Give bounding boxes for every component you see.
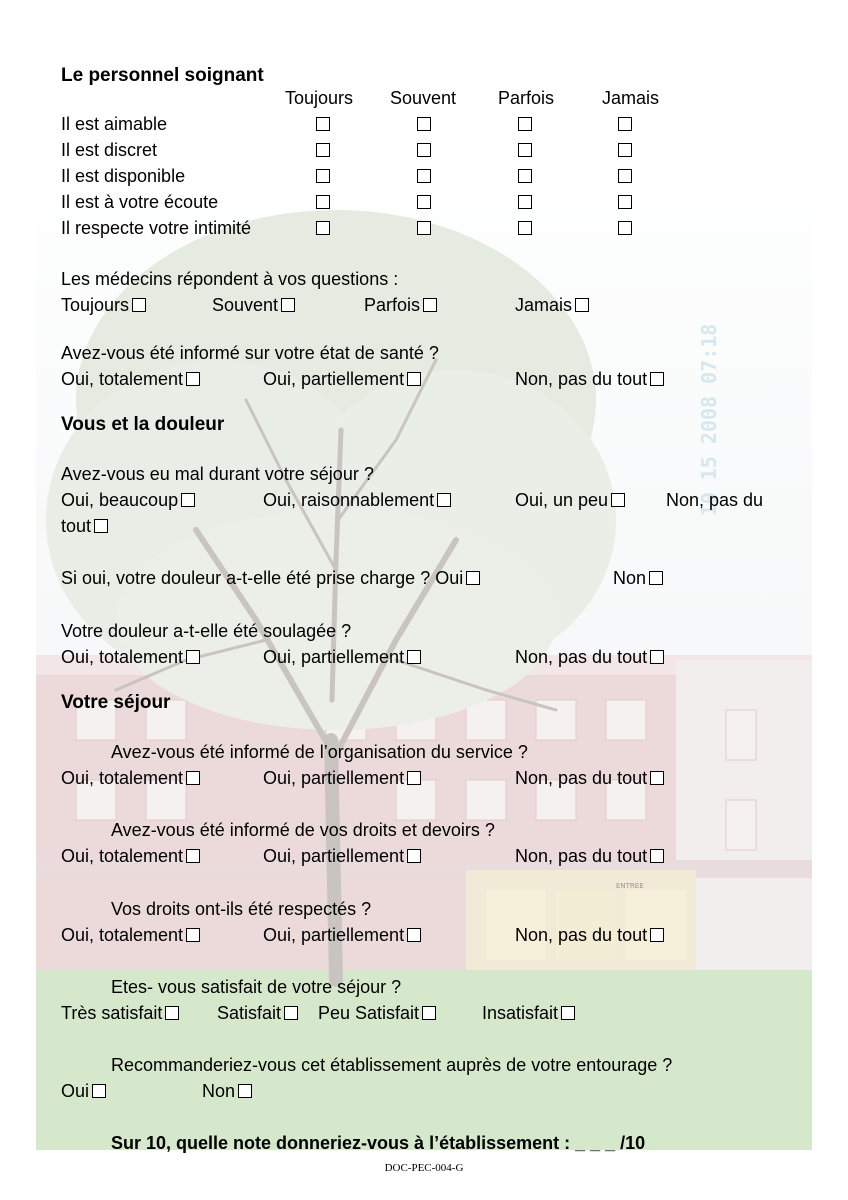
option-souvent[interactable]: Souvent [212, 294, 295, 316]
checkbox[interactable] [518, 221, 532, 235]
checkbox[interactable] [238, 1084, 252, 1098]
option-non-pas-du[interactable]: Non, pas du [666, 490, 764, 510]
checkbox[interactable] [316, 169, 330, 183]
section-title-sejour: Votre séjour [61, 692, 171, 713]
checkbox[interactable] [518, 195, 532, 209]
checkbox[interactable] [650, 372, 664, 386]
checkbox[interactable] [407, 928, 421, 942]
checkbox[interactable] [417, 169, 431, 183]
checkbox[interactable] [650, 771, 664, 785]
checkbox[interactable] [650, 928, 664, 942]
checkbox[interactable] [186, 849, 200, 863]
row-label: Il est à votre écoute [61, 192, 219, 212]
checkbox[interactable] [423, 298, 437, 312]
option-oui-totalement[interactable]: Oui, totalement [61, 368, 200, 390]
option-oui-partiellement[interactable]: Oui, partiellement [263, 646, 421, 668]
row-label: Il respecte votre intimité [61, 218, 252, 238]
option-non-pas-du-tout[interactable]: Non, pas du tout [515, 845, 664, 867]
checkbox[interactable] [316, 221, 330, 235]
checkbox[interactable] [417, 221, 431, 235]
checkbox[interactable] [611, 493, 625, 507]
checkbox[interactable] [407, 771, 421, 785]
question-prise-charge[interactable]: Si oui, votre douleur a-t-elle été prise charge ? Oui [61, 567, 480, 589]
option-peu-satisfait[interactable]: Peu Satisfait [318, 1002, 436, 1024]
checkbox[interactable] [407, 372, 421, 386]
checkbox[interactable] [407, 650, 421, 664]
question-satisfait: Etes- vous satisfait de votre séjour ? [111, 977, 402, 997]
option-toujours[interactable]: Toujours [61, 294, 146, 316]
checkbox[interactable] [649, 571, 663, 585]
checkbox[interactable] [407, 849, 421, 863]
checkbox[interactable] [650, 650, 664, 664]
option-non-pas-du-tout[interactable]: Non, pas du tout [515, 767, 664, 789]
option-non-pas-du-tout[interactable]: Non, pas du tout [515, 368, 664, 390]
checkbox[interactable] [650, 849, 664, 863]
column-souvent: Souvent [390, 88, 457, 108]
option-oui-partiellement[interactable]: Oui, partiellement [263, 924, 421, 946]
option-non[interactable]: Non [202, 1080, 252, 1102]
checkbox[interactable] [618, 221, 632, 235]
checkbox[interactable] [618, 117, 632, 131]
option-non-pas-du-tout[interactable]: Non, pas du tout [515, 924, 664, 946]
option-oui[interactable]: Oui [61, 1080, 106, 1102]
column-parfois: Parfois [498, 88, 555, 108]
checkbox[interactable] [618, 143, 632, 157]
checkbox[interactable] [92, 1084, 106, 1098]
option-oui-partiellement[interactable]: Oui, partiellement [263, 368, 421, 390]
checkbox[interactable] [417, 117, 431, 131]
checkbox[interactable] [132, 298, 146, 312]
option-oui-totalement[interactable]: Oui, totalement [61, 845, 200, 867]
option-oui-totalement[interactable]: Oui, totalement [61, 924, 200, 946]
option-oui-beaucoup[interactable]: Oui, beaucoup [61, 489, 195, 511]
note-question: Sur 10, quelle note donneriez-vous à l’établissement : _ _ _ /10 [111, 1133, 646, 1153]
checkbox[interactable] [94, 519, 108, 533]
row-label: Il est aimable [61, 114, 168, 134]
option-oui-un-peu[interactable]: Oui, un peu [515, 489, 625, 511]
checkbox[interactable] [518, 117, 532, 131]
checkbox[interactable] [417, 143, 431, 157]
checkbox[interactable] [165, 1006, 179, 1020]
checkbox[interactable] [186, 372, 200, 386]
checkbox[interactable] [284, 1006, 298, 1020]
checkbox[interactable] [437, 493, 451, 507]
checkbox[interactable] [316, 117, 330, 131]
section-title-personnel: Le personnel soignant [61, 65, 264, 86]
checkbox[interactable] [618, 169, 632, 183]
option-oui-totalement[interactable]: Oui, totalement [61, 767, 200, 789]
option-parfois[interactable]: Parfois [364, 294, 437, 316]
option-oui-partiellement[interactable]: Oui, partiellement [263, 845, 421, 867]
question-recommander: Recommanderiez-vous cet établissement auprès de votre entourage ? [111, 1055, 673, 1075]
row-label: Il est disponible [61, 166, 186, 186]
option-insatisfait[interactable]: Insatisfait [482, 1002, 575, 1024]
checkbox[interactable] [186, 771, 200, 785]
checkbox[interactable] [518, 169, 532, 183]
row-label: Il est discret [61, 140, 158, 160]
document-reference: DOC-PEC-004-G [384, 1162, 464, 1174]
option-tres-satisfait[interactable]: Très satisfait [61, 1002, 179, 1024]
question-respectes: Vos droits ont-ils été respectés ? [111, 899, 372, 919]
option-non-pas-du-tout[interactable]: Non, pas du tout [515, 646, 664, 668]
question-soulagee: Votre douleur a-t-elle été soulagée ? [61, 621, 352, 641]
option-non[interactable]: Non [613, 567, 663, 589]
checkbox[interactable] [316, 143, 330, 157]
checkbox[interactable] [186, 650, 200, 664]
checkbox[interactable] [186, 928, 200, 942]
checkbox[interactable] [281, 298, 295, 312]
column-jamais: Jamais [602, 88, 660, 108]
option-oui-raisonnablement[interactable]: Oui, raisonnablement [263, 489, 451, 511]
checkbox[interactable] [466, 571, 480, 585]
svg-text:ENTREE: ENTREE [616, 882, 644, 890]
question-mal: Avez-vous eu mal durant votre séjour ? [61, 464, 374, 484]
checkbox[interactable] [316, 195, 330, 209]
option-satisfait[interactable]: Satisfait [217, 1002, 298, 1024]
checkbox[interactable] [561, 1006, 575, 1020]
photo-timestamp: 10 15 2008 07:18 [697, 323, 721, 517]
option-oui-partiellement[interactable]: Oui, partiellement [263, 767, 421, 789]
option-tout[interactable]: tout [61, 515, 108, 537]
checkbox[interactable] [417, 195, 431, 209]
question-medecins: Les médecins répondent à vos questions : [61, 269, 399, 289]
column-toujours: Toujours [285, 88, 354, 108]
question-droits: Avez-vous été informé de vos droits et devoirs ? [111, 820, 495, 840]
option-jamais[interactable]: Jamais [515, 294, 589, 316]
checkbox[interactable] [518, 143, 532, 157]
checkbox[interactable] [618, 195, 632, 209]
question-organisation: Avez-vous été informé de l’organisation du service ? [111, 742, 528, 762]
checkbox[interactable] [181, 493, 195, 507]
checkbox[interactable] [422, 1006, 436, 1020]
checkbox[interactable] [575, 298, 589, 312]
question-etat-sante: Avez-vous été informé sur votre état de santé ? [61, 343, 439, 363]
option-oui-totalement[interactable]: Oui, totalement [61, 646, 200, 668]
section-title-douleur: Vous et la douleur [61, 414, 225, 435]
